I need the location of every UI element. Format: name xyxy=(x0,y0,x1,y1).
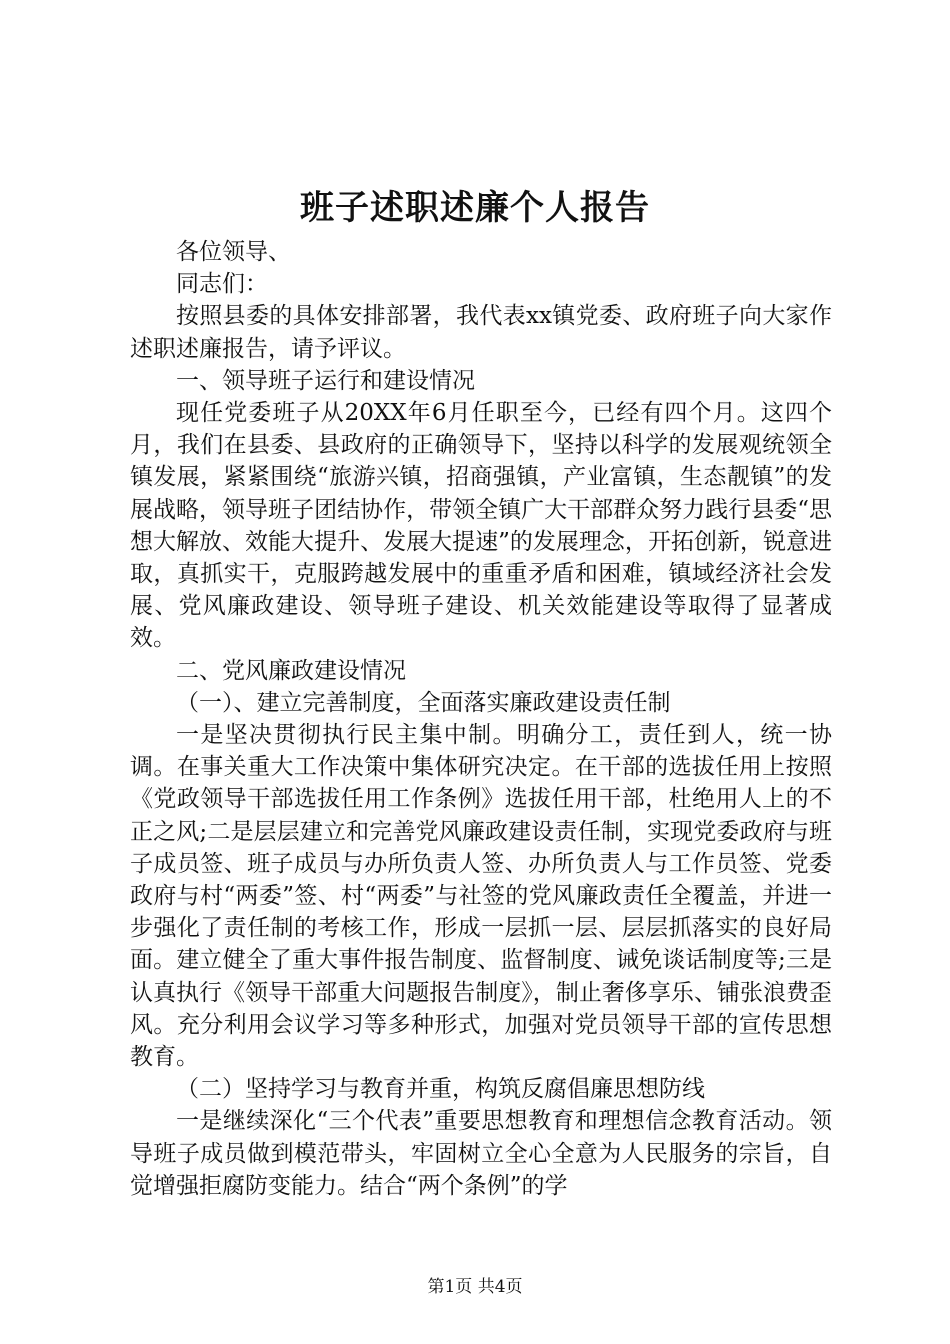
paragraph: 一是继续深化“三个代表”重要思想教育和理想信念教育活动。领导班子成员做到模范带头，牢固树立全心全意为人民服务的宗旨，自觉增强拒腐防变能力。结合“两个条例”的学 xyxy=(130,1108,832,1199)
paragraph: 同志们： xyxy=(176,271,268,298)
paragraph: 一是坚决贯彻执行民主集中制。明确分工，责任到人，统一协调。在事关重大工作决策中集体研究决定。在干部的选拔任用上按照《党政领导干部选拔任用工作条例》选拔任用干部，杜绝用人上的不正之风;二是层层建立和完善党风廉政建设责任制，实现党委政府与班子成员签、班子成员与办所负责人签、办所负责人与工作员签、党委政府与村“两委”签、村“两委”与社签的党风廉政责任全覆盖，并进一步强化了责任制的考核工作，形成一层抓一层、层层抓落实的良好局面。建立健全了重大事件报告制度、监督制度、诫免谈话制度等;三是认真执行《领导干部重大问题报告制度》，制止奢侈享乐、铺张浪费歪风。充分利用会议学习等多种形式，加强对党员领导干部的宣传思想教育。 xyxy=(130,722,832,1071)
document-title: 班子述职述廉个人报告 xyxy=(300,188,650,228)
section-heading: 一、领导班子运行和建设情况 xyxy=(176,367,475,394)
paragraph: 按照县委的具体安排部署，我代表xx镇党委、政府班子向大家作述职述廉报告，请予评议。 xyxy=(130,303,832,362)
page-footer: 第1页 共4页 xyxy=(427,1277,523,1297)
subsection-heading: （一）、建立完善制度，全面落实廉政建设责任制 xyxy=(176,689,671,716)
document-body xyxy=(130,236,832,1202)
subsection-heading: （二）坚持学习与教育并重，构筑反腐倡廉思想防线 xyxy=(176,1076,705,1103)
paragraph: 现任党委班子从20XX年6月任职至今，已经有四个月。这四个月，我们在县委、县政府的正确领导下，坚持以科学的发展观统领全镇发展，紧紧围绕“旅游兴镇，招商强镇，产业富镇，生态靓镇”的发展战略，领导班子团结协作，带领全镇广大干部群众努力践行县委“思想大解放、效能大提升、发展大提速”的发展理念，开拓创新，锐意进取，真抓实干，克服跨越发展中的重重矛盾和困难，镇域经济社会发展、党风廉政建设、领导班子建设、机关效能建设等取得了显著成效。 xyxy=(130,400,832,652)
paragraph: 各位领导、 xyxy=(176,239,291,265)
section-heading: 二、党风廉政建设情况 xyxy=(176,657,406,684)
